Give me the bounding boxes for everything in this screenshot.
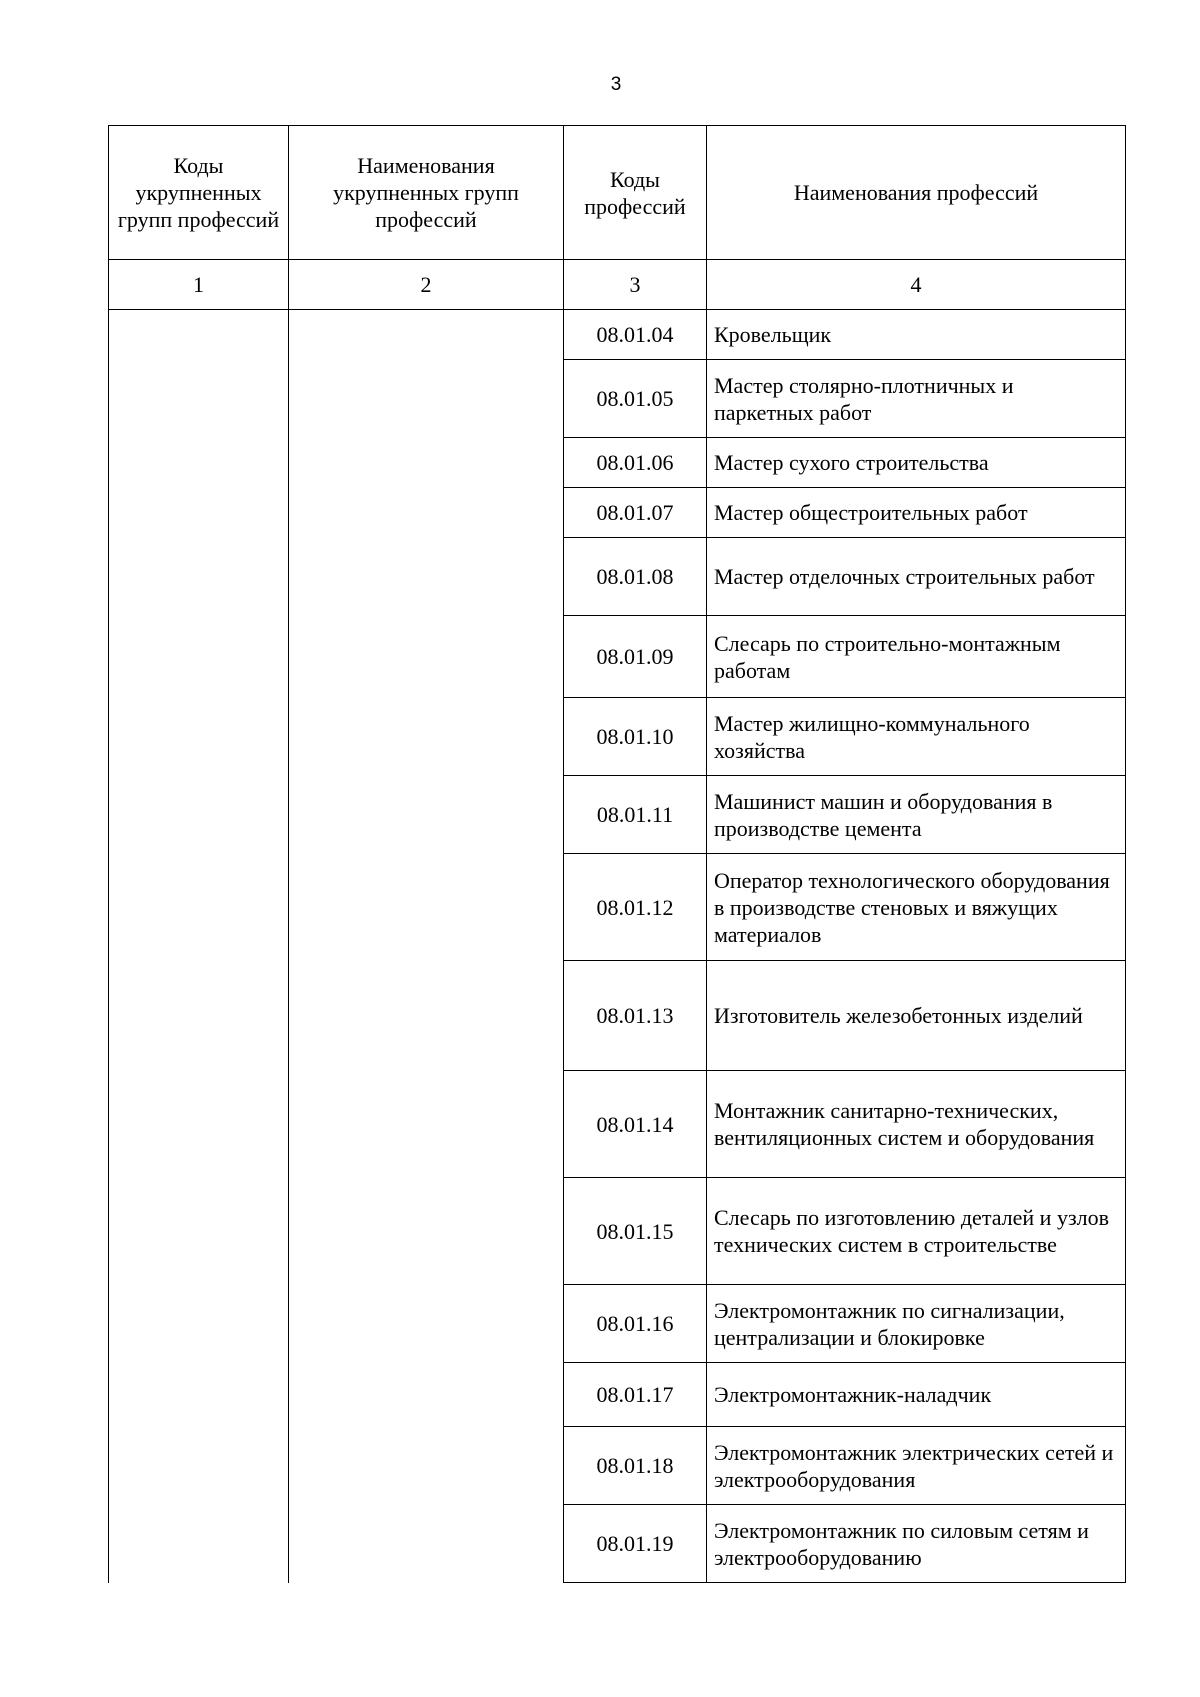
profession-name: Слесарь по строительно-монтажным работам	[707, 616, 1126, 698]
column-number: 2	[289, 260, 564, 310]
profession-code: 08.01.05	[564, 360, 707, 438]
profession-code: 08.01.04	[564, 310, 707, 360]
profession-code: 08.01.15	[564, 1178, 707, 1285]
profession-code: 08.01.06	[564, 438, 707, 488]
profession-name: Оператор технологического оборудования в производстве стеновых и вяжущих материалов	[707, 854, 1126, 961]
profession-name: Мастер сухого строительства	[707, 438, 1126, 488]
profession-code: 08.01.19	[564, 1505, 707, 1583]
header-row	[109, 126, 1126, 260]
profession-name: Мастер жилищно-коммунального хозяйства	[707, 698, 1126, 776]
profession-code: 08.01.09	[564, 616, 707, 698]
profession-name: Мастер общестроительных работ	[707, 488, 1126, 538]
profession-code: 08.01.10	[564, 698, 707, 776]
column-number: 4	[707, 260, 1126, 310]
profession-name: Мастер столярно-плотничных и паркетных работ	[707, 360, 1126, 438]
header-group-names: Наименования укрупненных групп профессий	[289, 126, 564, 260]
profession-name: Электромонтажник по силовым сетям и электрооборудованию	[707, 1505, 1126, 1583]
profession-name: Машинист машин и оборудования в производстве цемента	[707, 776, 1126, 854]
group-code-cell	[109, 310, 289, 1583]
header-profession-codes: Коды профессий	[564, 126, 707, 260]
profession-code: 08.01.17	[564, 1363, 707, 1427]
group-name-cell	[289, 310, 564, 1583]
profession-code: 08.01.07	[564, 488, 707, 538]
professions-table	[108, 125, 1126, 1583]
profession-name: Монтажник санитарно-технических, вентиляционных систем и оборудования	[707, 1071, 1126, 1178]
table-row	[109, 310, 1126, 360]
profession-name: Кровельщик	[707, 310, 1126, 360]
profession-name: Электромонтажник по сигнализации, централизации и блокировке	[707, 1285, 1126, 1363]
column-number: 1	[109, 260, 289, 310]
profession-name: Слесарь по изготовлению деталей и узлов технических систем в строительстве	[707, 1178, 1126, 1285]
profession-code: 08.01.14	[564, 1071, 707, 1178]
header-profession-names: Наименования профессий	[707, 126, 1126, 260]
table-body	[109, 260, 1126, 1583]
profession-code: 08.01.11	[564, 776, 707, 854]
column-number: 3	[564, 260, 707, 310]
column-number-row	[109, 260, 1126, 310]
profession-code: 08.01.12	[564, 854, 707, 961]
profession-name: Электромонтажник электрических сетей и электрооборудования	[707, 1427, 1126, 1505]
page-number: 3	[610, 74, 622, 95]
table-header	[109, 126, 1126, 260]
profession-code: 08.01.16	[564, 1285, 707, 1363]
profession-name: Изготовитель железобетонных изделий	[707, 961, 1126, 1071]
profession-code: 08.01.13	[564, 961, 707, 1071]
profession-name: Мастер отделочных строительных работ	[707, 538, 1126, 616]
profession-code: 08.01.18	[564, 1427, 707, 1505]
header-group-codes: Коды укрупненных групп профессий	[109, 126, 289, 260]
profession-code: 08.01.08	[564, 538, 707, 616]
profession-name: Электромонтажник-наладчик	[707, 1363, 1126, 1427]
